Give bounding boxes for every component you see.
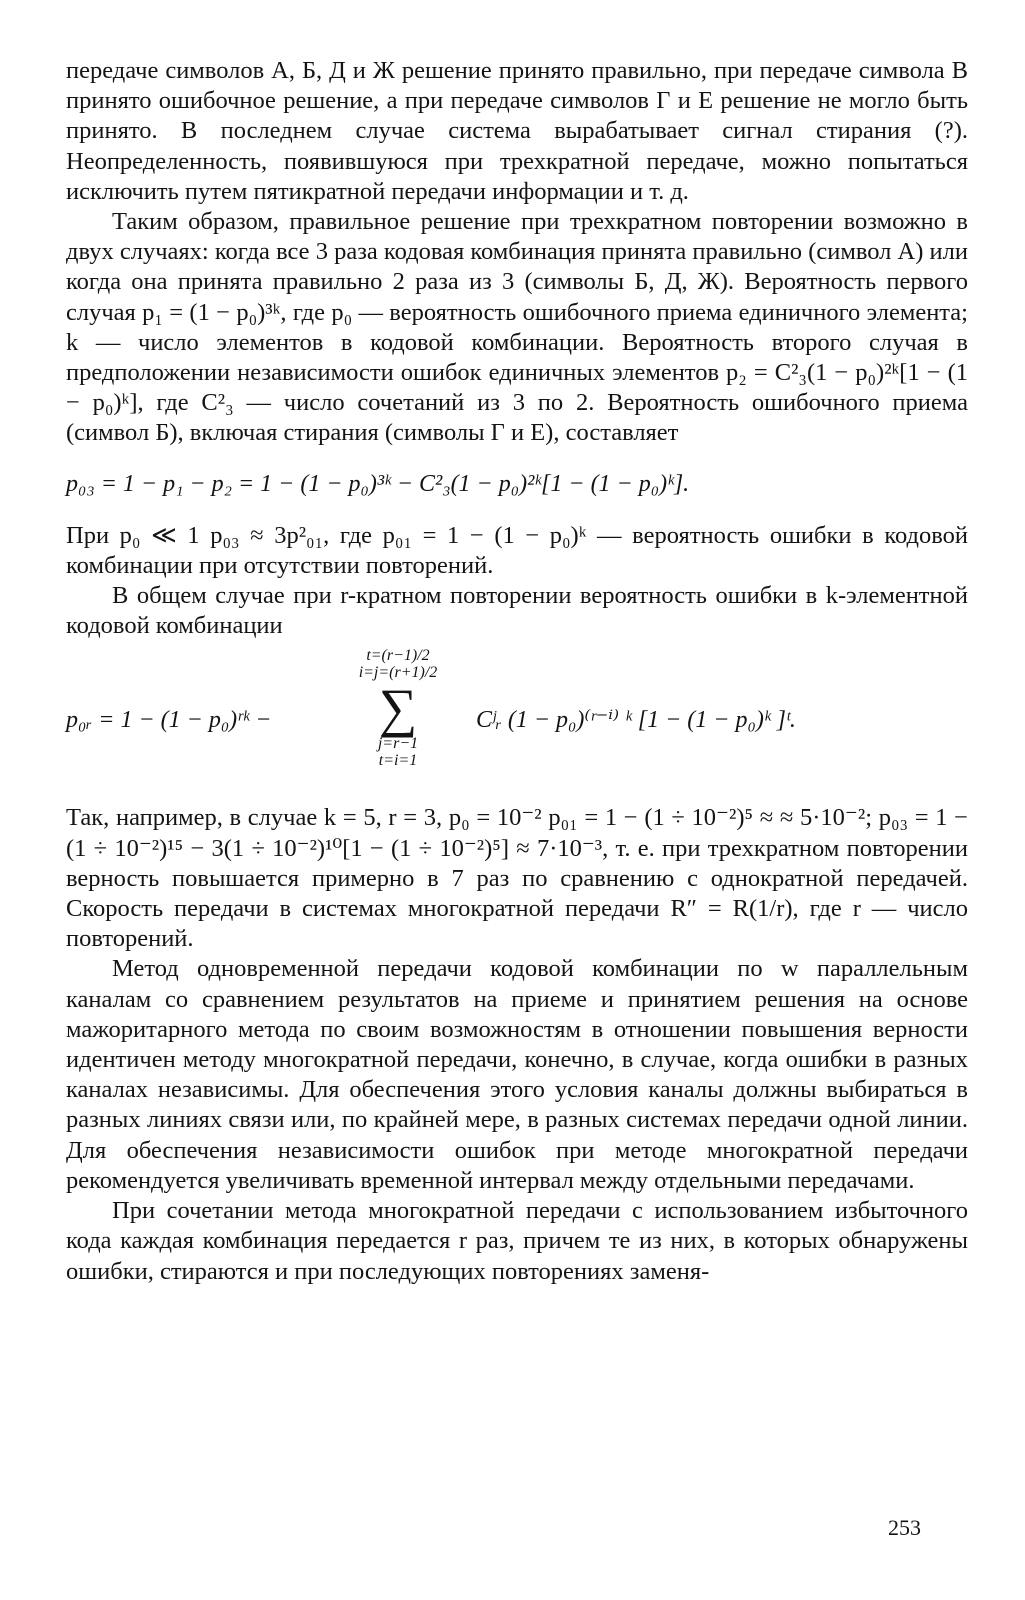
formula-p03: p₀₃ = 1 − p₁ − p₂ = 1 − (1 − p₀)³ᵏ − C²₃(1 − p₀)²ᵏ[1 − (1 − p₀)ᵏ]. — [66, 470, 690, 497]
page-number: 253 — [888, 1515, 921, 1540]
paragraph-3: При p₀ ≪ 1 p₀₃ ≈ 3p²₀₁, где p₀₁ = 1 − (1 − p₀)ᵏ — вероятность ошибки в кодовой комбинации при отсутствии повторений. — [66, 521, 968, 579]
formula-por-rhs: Cʲᵣ (1 − p₀)⁽ʳ⁻ⁱ⁾ ᵏ [1 − (1 − p₀)ᵏ ]ᵗ. — [476, 707, 796, 734]
sum-sign: ∑ — [378, 678, 418, 739]
paragraph-1: передаче символов А, Б, Д и Ж решение принято правильно, при передаче символа В принято ошибочное решение, а при передаче символов Г и Е решение не могло быть принято. В последнем случае система вырабатывает сигнал стирания (?). Неопределенность, появившуюся при трехкратной передаче, можно попытаться исключить путем пятикратной передачи информации и т. д. — [66, 57, 968, 205]
sum-lower-limit-1: j=r−1 — [377, 735, 419, 753]
sum-lower-limit-2: t=i=1 — [378, 752, 418, 770]
formula-por-lhs: p₀ᵣ = 1 − (1 − p₀)ʳᵏ − — [66, 707, 272, 734]
formula-por — [66, 647, 968, 797]
paragraph-6: Метод одновременной передачи кодовой комбинации по w параллельным каналам со сравнением результатов на приеме и принятием решения на основе мажоритарного метода по своим возможностям в отношении повышения верности идентичен методу многократной передачи, конечно, в случае, когда ошибки в разных каналах независимы. Для обеспечения этого условия каналы должны выбираться в разных линиях связи или, по крайней мере, в разных системах передачи одной линии. Для обеспечения независимости ошибок при методе многократной передачи рекомендуется увеличивать временной интервал между отдельными передачами. — [66, 955, 968, 1194]
paragraph-7: При сочетании метода многократной передачи с использованием избыточного кода каждая комбинация передается r раз, причем те из них, в которых обнаружены ошибки, стираются и при последующих повторениях заменя- — [66, 1197, 968, 1285]
page-body — [66, 56, 968, 1287]
sum-upper-limit-2: i=j=(r+1)/2 — [358, 664, 438, 682]
paragraph-4: В общем случае при r-кратном повторении вероятность ошибки в k-элементной кодовой комбинации — [66, 582, 968, 640]
sum-operator — [328, 647, 468, 769]
paragraph-2: Таким образом, правильное решение при трехкратном повторении возможно в двух случаях: когда все 3 раза кодовая комбинация принята правильно (символ А) или когда она принята правильно 2 раза из 3 (символы Б, Д, Ж). Вероятность первого случая p₁ = (1 − p₀)³ᵏ, где p₀ — вероятность ошибочного приема единичного элемента; k — число элементов в кодовой комбинации. Вероятность второго случая в предположении независимости ошибок единичных элементов p₂ = C²₃(1 − p₀)²ᵏ[1 − (1 − p₀)ᵏ], где C²₃ — число сочетаний из 3 по 2. Вероятность ошибочного приема (символ Б), включая стирания (символы Г и Е), составляет — [66, 208, 968, 447]
sum-upper-limit-1: t=(r−1)/2 — [366, 647, 430, 665]
paragraph-5: Так, например, в случае k = 5, r = 3, p₀ = 10⁻² p₀₁ = 1 − (1 ÷ 10⁻²)⁵ ≈ ≈ 5·10⁻²; p₀₃ = 1 − (1 ÷ 10⁻²)¹⁵ − 3(1 ÷ 10⁻²)¹⁰[1 − (1 ÷ 10⁻²)⁵] ≈ 7·10⁻³, т. е. при трехкратном повторении верность повышается примерно в 7 раз по сравнению с однократной передачей. Скорость передачи в системах многократной передачи R″ = R(1/r), где r — число повторений. — [66, 804, 968, 953]
